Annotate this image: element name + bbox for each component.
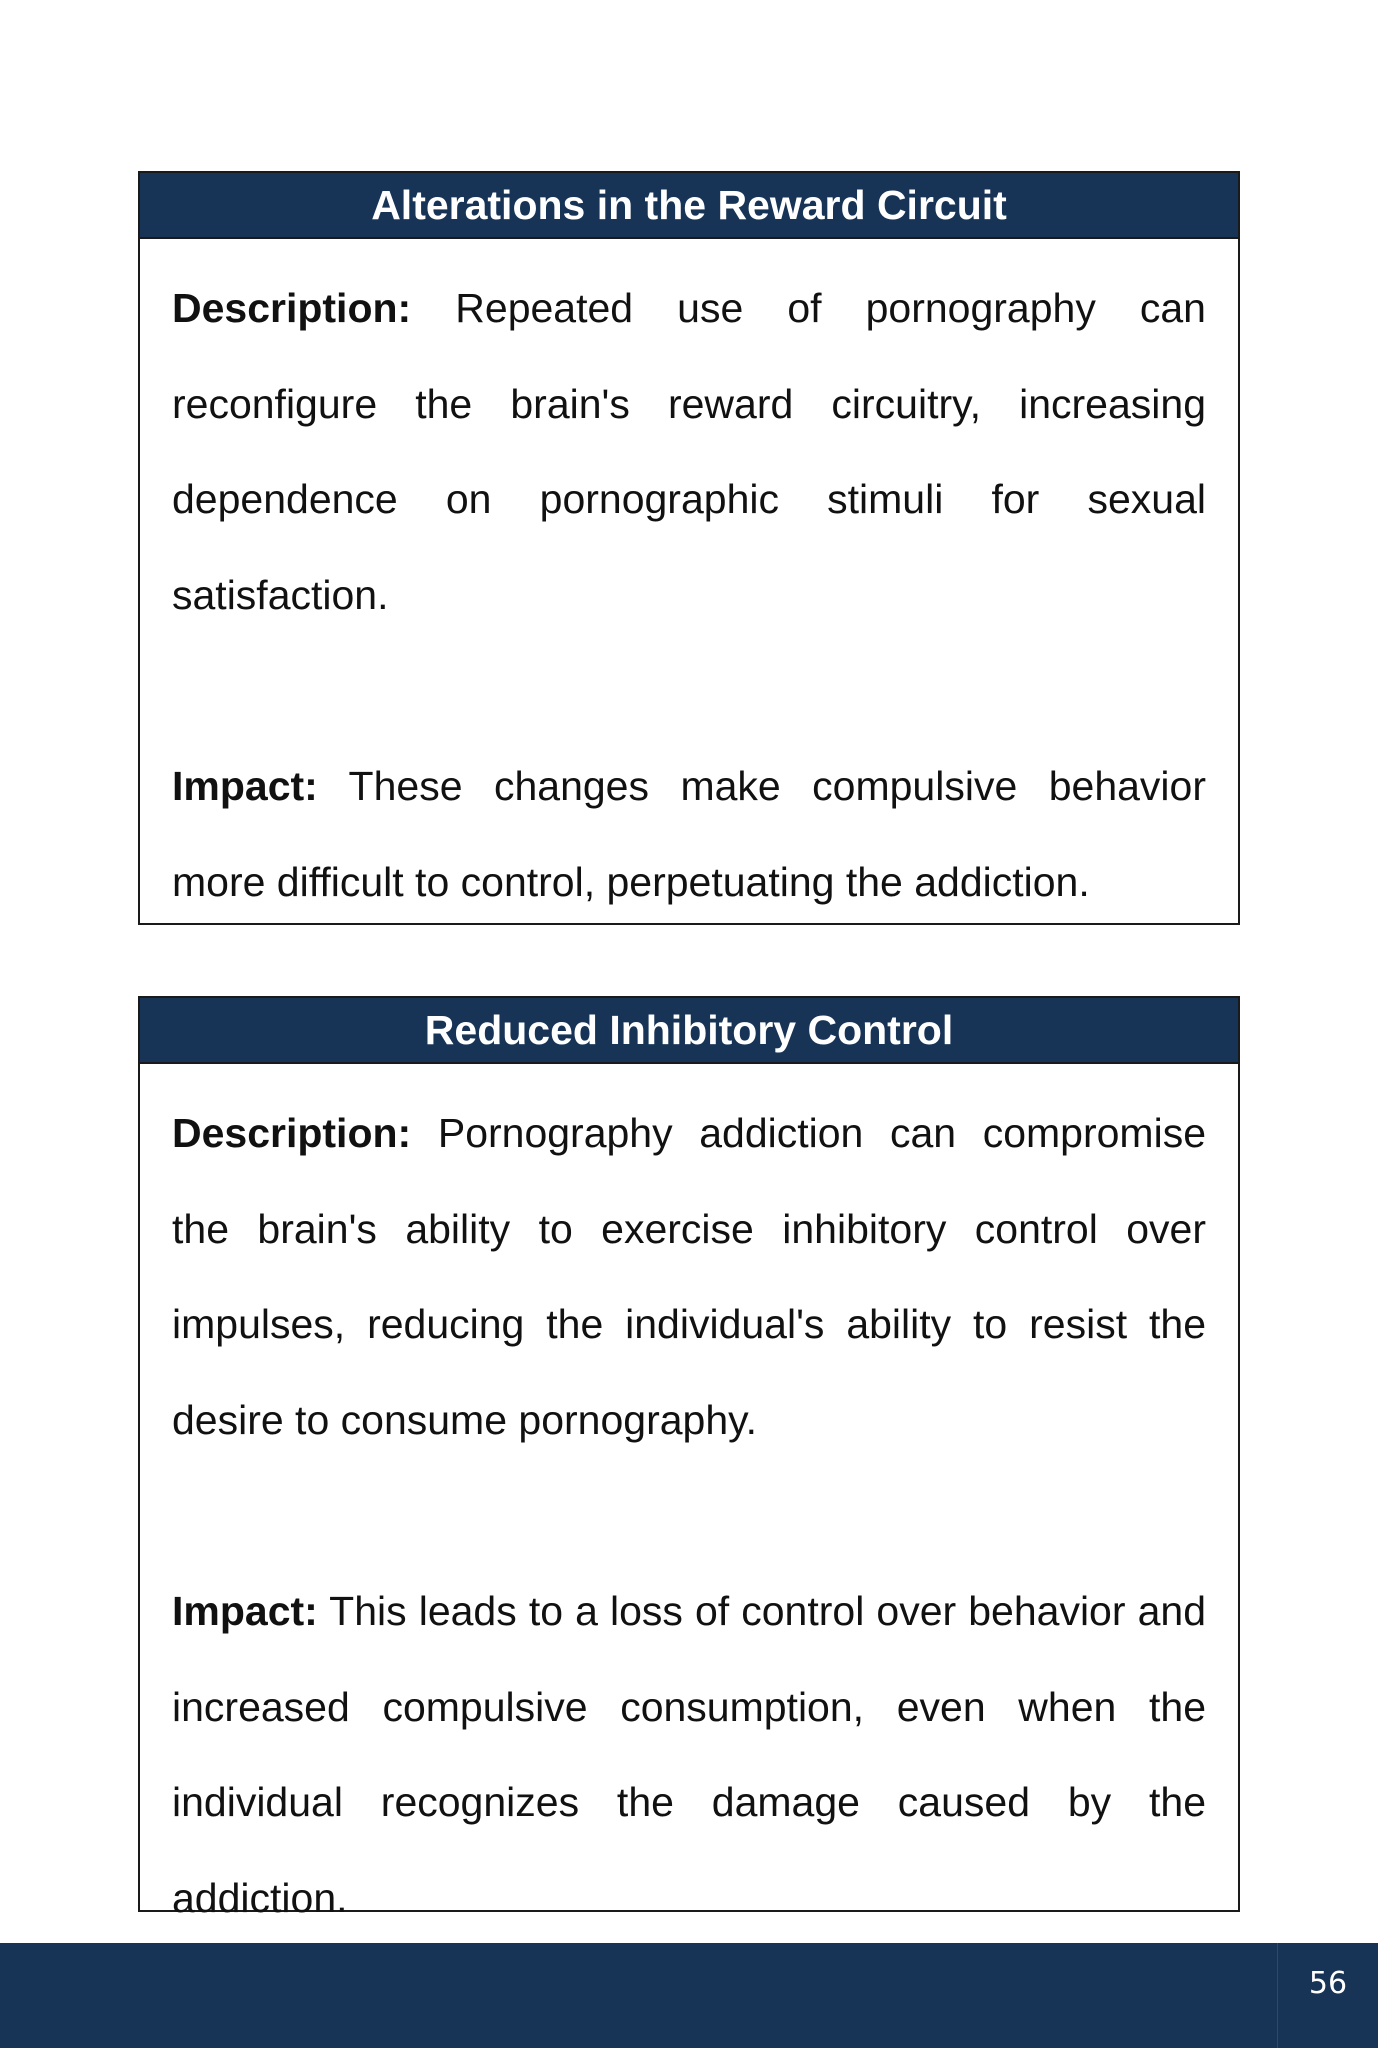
impact-paragraph: [172, 739, 1206, 930]
paragraph-spacer: [172, 1468, 1206, 1564]
impact-label: Impact:: [172, 762, 318, 809]
impact-text: These changes make compulsive behavior more difficult to control, perpetuating the addiction.: [172, 762, 1206, 905]
description-label: Description:: [172, 1110, 412, 1156]
impact-text: This leads to a loss of control over behavior and increased compulsive consumption, even when the individual recognizes the damage caused by the addiction.: [172, 1587, 1207, 1921]
section-title: Alterations in the Reward Circuit: [140, 173, 1238, 239]
paragraph-spacer: [172, 643, 1206, 739]
section-body: [140, 239, 1238, 930]
page-footer: [0, 1943, 1378, 2048]
impact-label: Impact:: [172, 1587, 318, 1634]
description-paragraph: [172, 261, 1206, 643]
description-paragraph: [172, 1086, 1206, 1468]
page-number: 56: [1277, 1943, 1378, 2048]
section-card-inhibitory-control: [138, 996, 1240, 1921]
section-card-reward-circuit: [138, 171, 1240, 925]
description-text: Pornography addiction can compromise the brain's ability to exercise inhibitory control over impulses, reducing the individual's ability to resist the desire to consume pornography.: [172, 1110, 1206, 1443]
description-text: Repeated use of pornography can reconfigure the brain's reward circuitry, increasing dependence on pornographic stimuli for sexual satisfaction.: [172, 285, 1206, 618]
section-title: Reduced Inhibitory Control: [140, 998, 1238, 1064]
impact-paragraph: [172, 1564, 1206, 1946]
description-label: Description:: [172, 285, 412, 331]
section-body: [140, 1064, 1238, 1946]
